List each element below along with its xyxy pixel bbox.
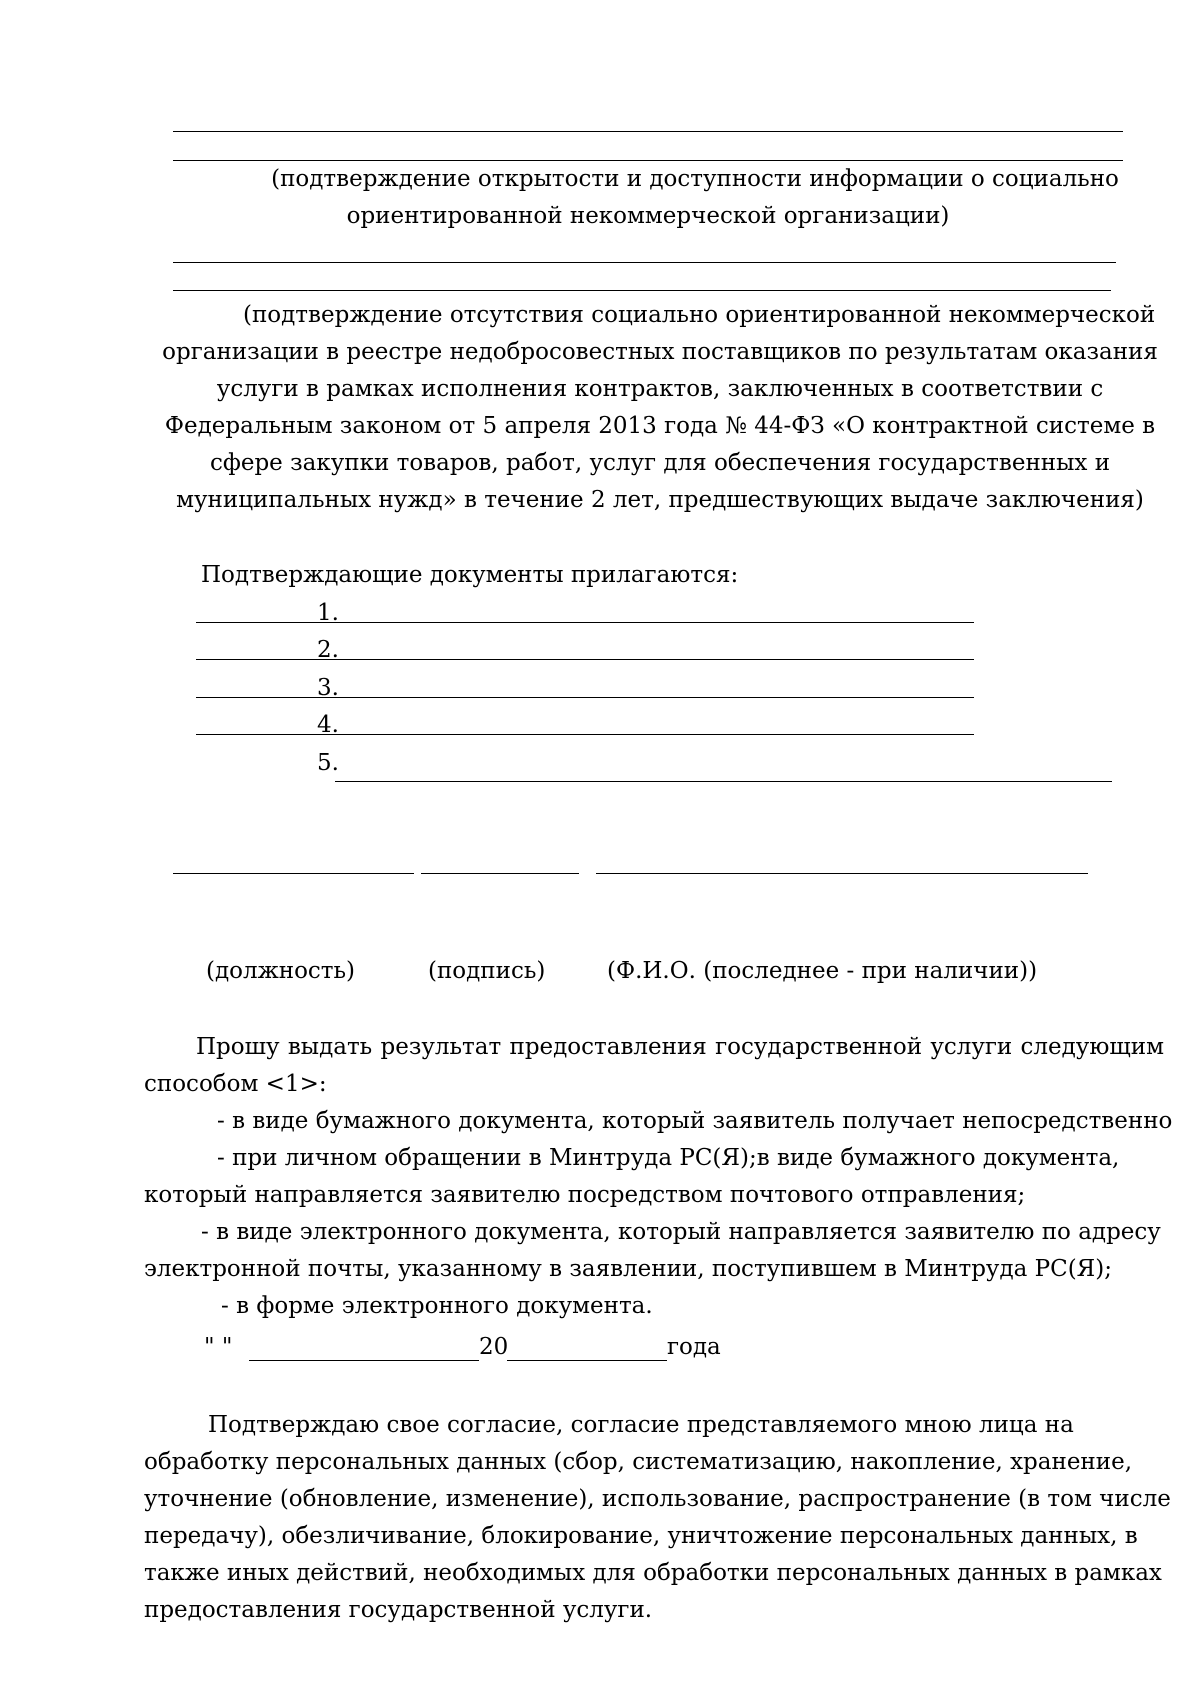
documents-heading: Подтверждающие документы прилагаются: — [201, 562, 739, 588]
document-line-3 — [196, 697, 974, 698]
document-item-5: 5. — [317, 750, 339, 776]
caption-registry-line-2: организации в реестре недобросовестных поставщиков по результатам оказания — [162, 339, 1158, 365]
request-option-2 — [217, 1140, 1119, 1177]
document-line-5 — [335, 781, 1112, 782]
blank-line-3 — [173, 262, 1116, 263]
position-line — [173, 873, 414, 874]
option-postal: который направляется заявителю посредством почтового отправления; — [144, 1182, 1026, 1208]
consent-line-1 — [208, 1407, 1074, 1444]
caption-openness — [230, 161, 1160, 198]
date-quotes: " " — [204, 1334, 233, 1360]
request-line-2 — [144, 1066, 327, 1103]
date-year-suffix: года — [667, 1334, 721, 1360]
request-line-1-words — [196, 1029, 1164, 1066]
consent-text-2: обработку персональных данных (сбор, систематизацию, накопление, хранение, — [144, 1449, 1133, 1475]
consent-text-5: также иных действий, необходимых для обработки персональных данных в рамках — [144, 1560, 1162, 1586]
consent-text-1: Подтверждаю свое согласие, согласие представляемого мною лица на — [208, 1412, 1074, 1438]
option-personal-visit: - при личном обращении в Минтруда РС(Я);в виде бумажного документа, — [217, 1145, 1120, 1171]
request-option-1 — [217, 1103, 1172, 1140]
request-word: результат — [380, 1034, 502, 1060]
caption-openness-line-1: (подтверждение открытости и доступности информации о социально — [271, 166, 1119, 192]
request-option-2-cont — [144, 1177, 1025, 1214]
document-item-3: 3. — [317, 675, 339, 701]
request-line-1 — [196, 1029, 1164, 1066]
blank-line-4 — [173, 290, 1111, 291]
caption-registry-line-4: Федеральным законом от 5 апреля 2013 года № 44-ФЗ «О контрактной системе в — [164, 413, 1156, 439]
request-word: предоставления — [509, 1034, 707, 1060]
document-line-4 — [196, 734, 974, 735]
request-word: Прошу — [196, 1034, 280, 1060]
document-line-2 — [196, 659, 974, 660]
caption-registry-line-6: муниципальных нужд» в течение 2 лет, предшествующих выдаче заключения) — [176, 487, 1144, 513]
consent-text-4: передачу), обезличивание, блокирование, уничтожение персональных данных, в — [144, 1523, 1138, 1549]
caption-registry-line-1: (подтверждение отсутствия социально ориентированной некоммерческой — [243, 302, 1156, 328]
option-electronic-email-cont: электронной почты, указанному в заявлении, поступившем в Минтруда РС(Я); — [144, 1256, 1112, 1282]
document-item-4: 4. — [317, 712, 339, 738]
request-option-4 — [221, 1288, 653, 1325]
caption-openness-line-2: ориентированной некоммерческой организации) — [346, 203, 950, 229]
date-day-month-line — [249, 1360, 479, 1361]
date-year-prefix: 20 — [479, 1334, 509, 1360]
consent-text-3: уточнение (обновление, изменение), использование, распространение (в том числе — [144, 1486, 1171, 1512]
consent-text-6: предоставления государственной услуги. — [144, 1597, 653, 1623]
request-word: следующим — [1020, 1034, 1164, 1060]
position-label: (должность) — [206, 958, 356, 984]
request-method-label: способом <1>: — [144, 1071, 327, 1097]
request-word: выдать — [287, 1034, 373, 1060]
request-word: государственной — [715, 1034, 923, 1060]
request-option-3-cont — [144, 1251, 1112, 1288]
request-option-3 — [201, 1214, 1161, 1251]
full-name-label: (Ф.И.О. (последнее - при наличии)) — [607, 958, 1038, 984]
consent-body — [144, 1444, 1171, 1629]
document-item-2: 2. — [317, 637, 339, 663]
caption-openness-cont — [173, 198, 1123, 235]
option-paper-direct: - в виде бумажного документа, который заявитель получает непосредственно — [217, 1108, 1173, 1134]
option-electronic-email: - в виде электронного документа, который направляется заявителю по адресу — [201, 1219, 1161, 1245]
document-line-1 — [196, 622, 974, 623]
signature-label: (подпись) — [428, 958, 546, 984]
option-electronic-form: - в форме электронного документа. — [221, 1293, 653, 1319]
blank-line-1 — [173, 131, 1123, 132]
full-name-line — [596, 873, 1088, 874]
caption-registry-cont — [140, 334, 1180, 519]
caption-registry — [243, 297, 1156, 334]
date-year-line — [507, 1360, 667, 1361]
document-item-1: 1. — [317, 600, 339, 626]
caption-registry-line-3: услуги в рамках исполнения контрактов, заключенных в соответствии с — [216, 376, 1104, 402]
caption-registry-line-5: сфере закупки товаров, работ, услуг для обеспечения государственных и — [209, 450, 1111, 476]
signature-line — [421, 873, 579, 874]
request-word: услуги — [930, 1034, 1013, 1060]
